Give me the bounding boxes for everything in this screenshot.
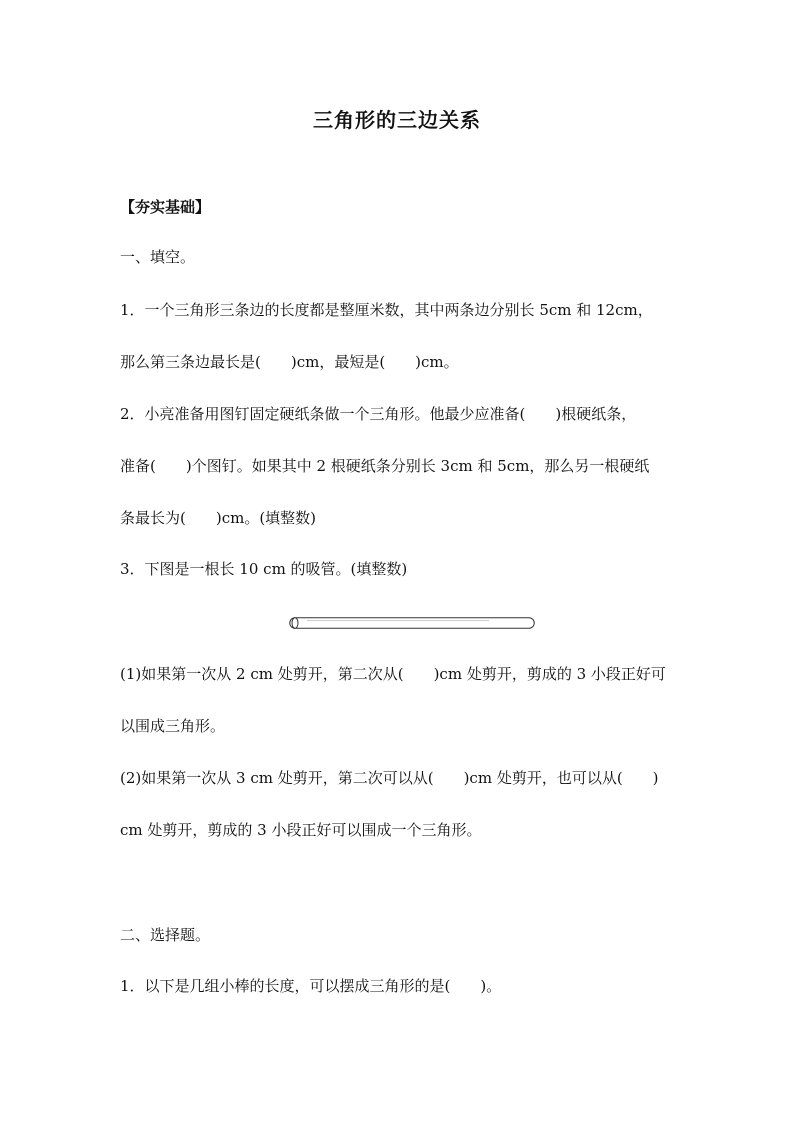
choice-question-1-line-1: 1．以下是几组小棒的长度，可以摆成三角形的是( )。 xyxy=(120,977,502,995)
question-2-line-2: 准备( )个图钉。如果其中 2 根硬纸条分别长 3cm 和 5cm，那么另一根硬纸 xyxy=(120,457,650,475)
question-3-sub-1-line-1: (1)如果第一次从 2 cm 处剪开，第二次从( )cm 处剪开，剪成的 3 小段正好可 xyxy=(120,665,666,683)
part2-heading: 二、选择题。 xyxy=(120,926,211,944)
straw-illustration xyxy=(289,617,535,629)
question-2-line-1: 2．小亮准备用图钉固定硬纸条做一个三角形。他最少应准备( )根硬纸条， xyxy=(120,405,637,423)
section-label: 【夯实基础】 xyxy=(120,198,211,216)
page-title: 三角形的三边关系 xyxy=(313,108,481,132)
question-1-line-1: 1．一个三角形三条边的长度都是整厘米数，其中两条边分别长 5cm 和 12cm， xyxy=(120,301,653,319)
question-3-line-1: 3．下图是一根长 10 cm 的吸管。(填整数) xyxy=(120,560,408,578)
question-3-sub-1-line-2: 以围成三角形。 xyxy=(120,717,226,735)
question-3-sub-2-line-2: cm 处剪开，剪成的 3 小段正好可以围成一个三角形。 xyxy=(120,821,482,839)
part1-heading: 一、填空。 xyxy=(120,248,196,266)
question-1-line-2: 那么第三条边最长是( )cm，最短是( )cm。 xyxy=(120,353,459,371)
question-3-sub-2-line-1: (2)如果第一次从 3 cm 处剪开，第二次可以从( )cm 处剪开，也可以从( ) xyxy=(120,769,659,787)
question-2-line-3: 条最长为( )cm。(填整数) xyxy=(120,509,317,527)
